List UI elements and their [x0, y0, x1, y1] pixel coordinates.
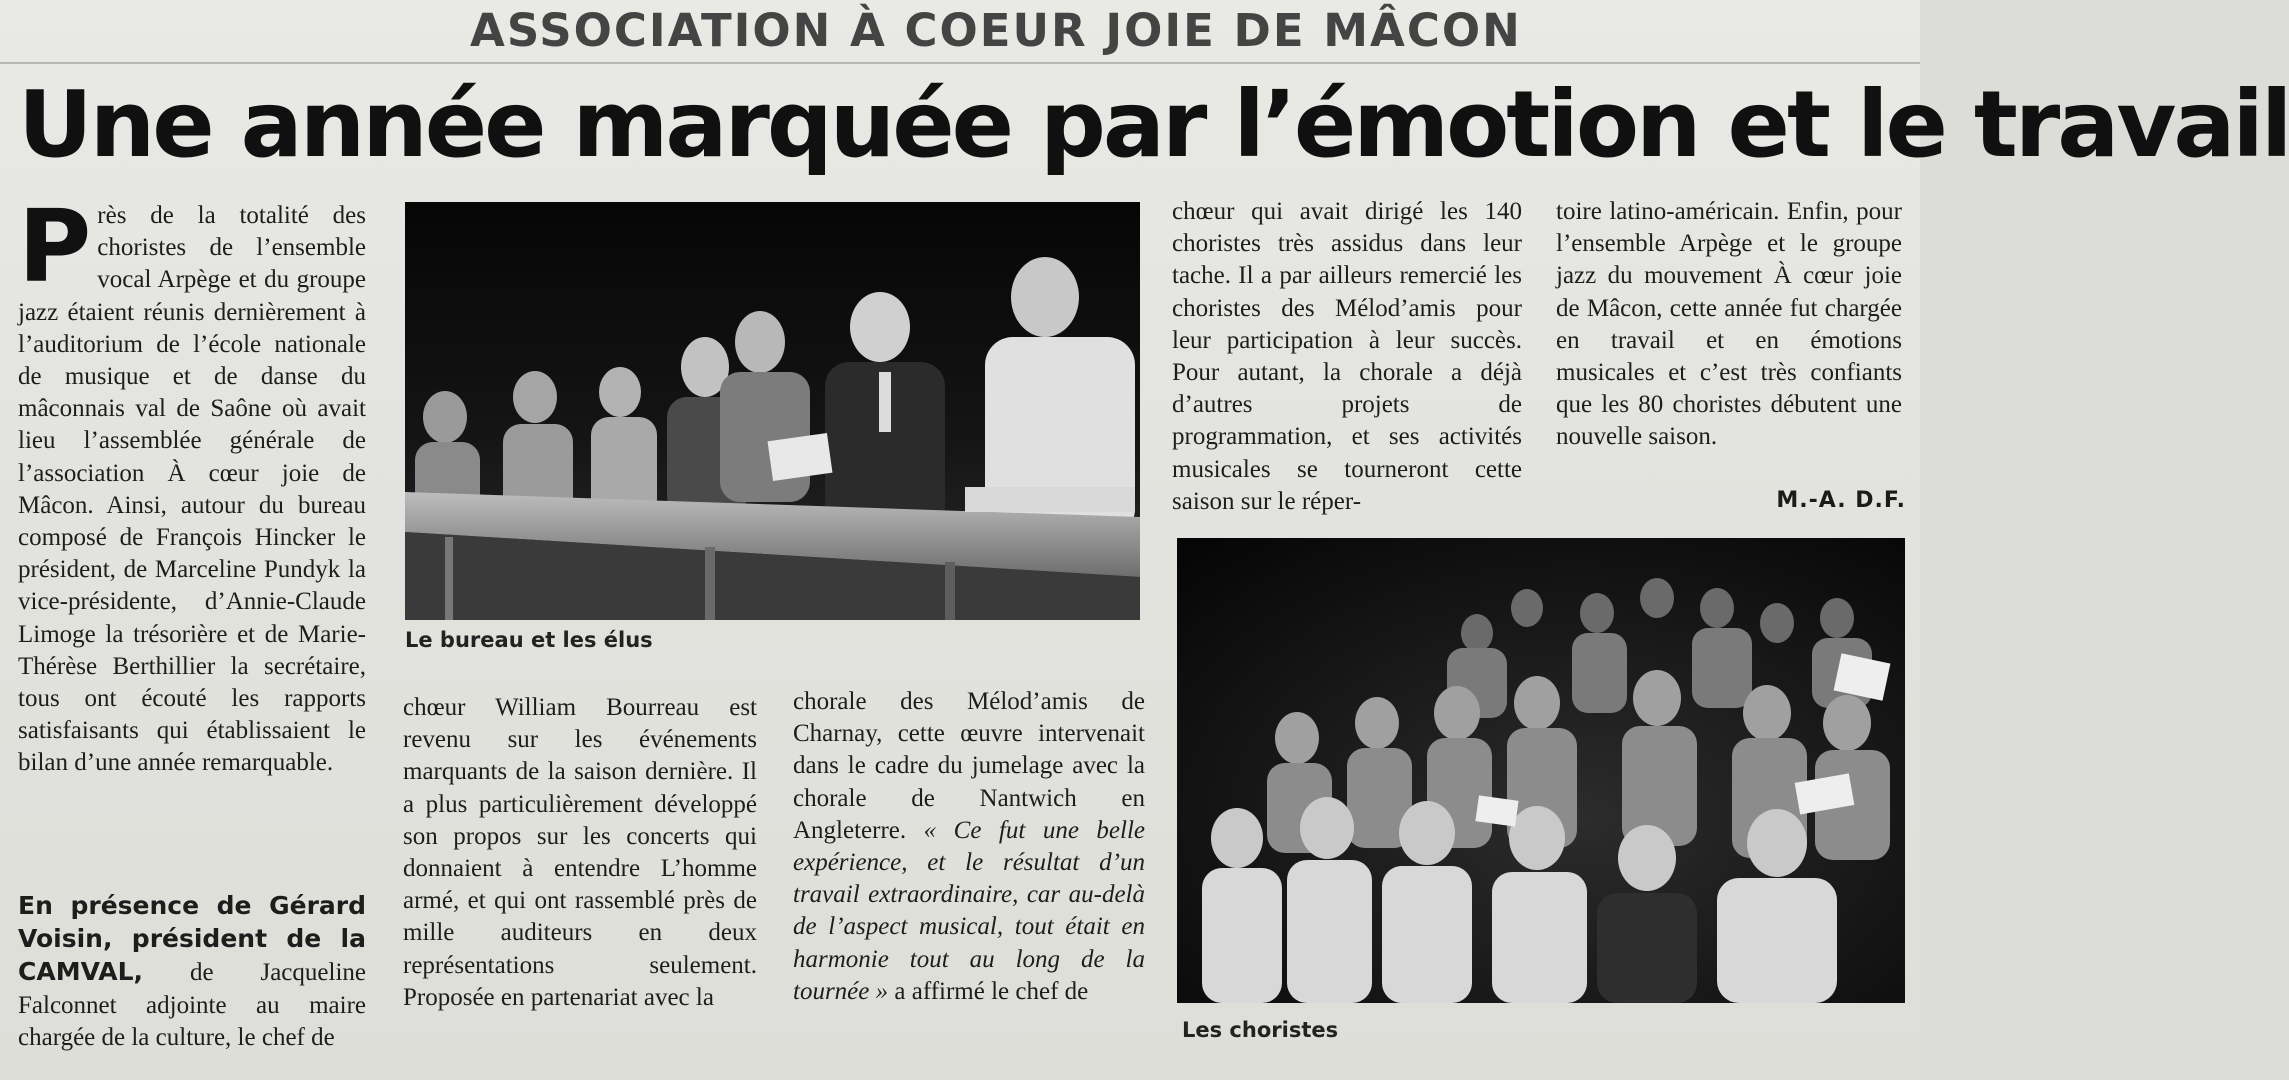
article-column-3	[793, 686, 1145, 1008]
column-1-paragraph	[18, 188, 366, 780]
photo-caption-bureau: Le bureau et les élus	[405, 628, 653, 652]
article-subhead: En présence de Gérard Voisin, président de la CAMVAL,	[18, 891, 366, 987]
column-3-paragraph	[793, 686, 1145, 1008]
article-column-2	[403, 692, 757, 1014]
article-headline: Une année marquée par l’émotion et le travail	[18, 71, 2289, 178]
column-3-quote: « Ce fut une belle expérience, et le résultat d’un travail extraordinaire, car au-delà de l’aspect musical, tout était en harmonie tout au long de la tournée »	[793, 816, 1145, 1005]
column-3-text: chorale des Mélod’amis de Charnay, cette œuvre intervenait dans le cadre du jumelage avec la chorale de Nantwich en Angleterre.	[793, 688, 1145, 844]
article-column-1	[18, 188, 366, 780]
column-4-text: chœur qui avait dirigé les 140 choristes très assidus dans leur tache. Il a par ailleurs remercié les choristes des Mélod’amis pour leur participation à leur succès. Pour autant, la chorale a déjà d’autres projets de programmation, et ses activités musicales se tourneront cette saison sur le réper-	[1172, 198, 1522, 515]
photo-bureau-illustration	[405, 202, 1140, 620]
article-rubric: ASSOCIATION À COEUR JOIE DE MÂCON	[470, 4, 1522, 57]
photo-caption-choristes: Les choristes	[1182, 1018, 1339, 1042]
article-column-1-subsection	[18, 890, 366, 1054]
photo-bureau-et-elus	[405, 202, 1140, 620]
column-3-end: a affirmé le chef de	[888, 977, 1089, 1005]
photo-choristes	[1177, 538, 1905, 1003]
subsection-text: de Jacqueline Falconnet adjointe au maire chargée de la culture, le chef de	[18, 959, 366, 1051]
column-5-text: toire latino-américain. Enfin, pour l’ensemble Arpège et le groupe jazz du mouvement À cœur joie de Mâcon, cette année fut chargée en travail et en émotions musicales et c’est très confiants que les 80 choristes débutent une nouvelle saison.	[1556, 198, 1902, 451]
author-signature: M.-A. D.F.	[1776, 488, 1906, 513]
article-column-5	[1556, 196, 1902, 454]
photo-choristes-illustration	[1177, 538, 1905, 1003]
column-1-text: rès de la totalité des choristes de l’ensemble vocal Arpège et du groupe jazz étaient réunis dernièrement à l’auditorium de l’école nationale de musique et de danse du mâconnais val de Saône où avait lieu l’assemblée générale de l’association À cœur joie de Mâcon. Ainsi, autour du bureau composé de François Hincker le président, de Marceline Pundyk la vice-présidente, d’Annie-Claude Limoge la trésorière et de Marie-Thérèse Berthillier la secrétaire, tous ont écouté les rapports satisfaisants qui établissaient le bilan d’une année remarquable.	[18, 202, 366, 777]
article-column-4	[1172, 196, 1522, 518]
column-2-text: chœur William Bourreau est revenu sur les événements marquants de la saison dernière. Il a plus particulièrement développé son propos sur les concerts qui donnaient à entendre L’homme armé, et qui ont rassemblé près de mille auditeurs en deux représentations seulement. Proposée en partenariat avec la	[403, 694, 757, 1011]
drop-cap: P	[18, 188, 92, 305]
subsection-paragraph	[18, 890, 366, 1054]
rubric-divider	[0, 62, 1920, 64]
